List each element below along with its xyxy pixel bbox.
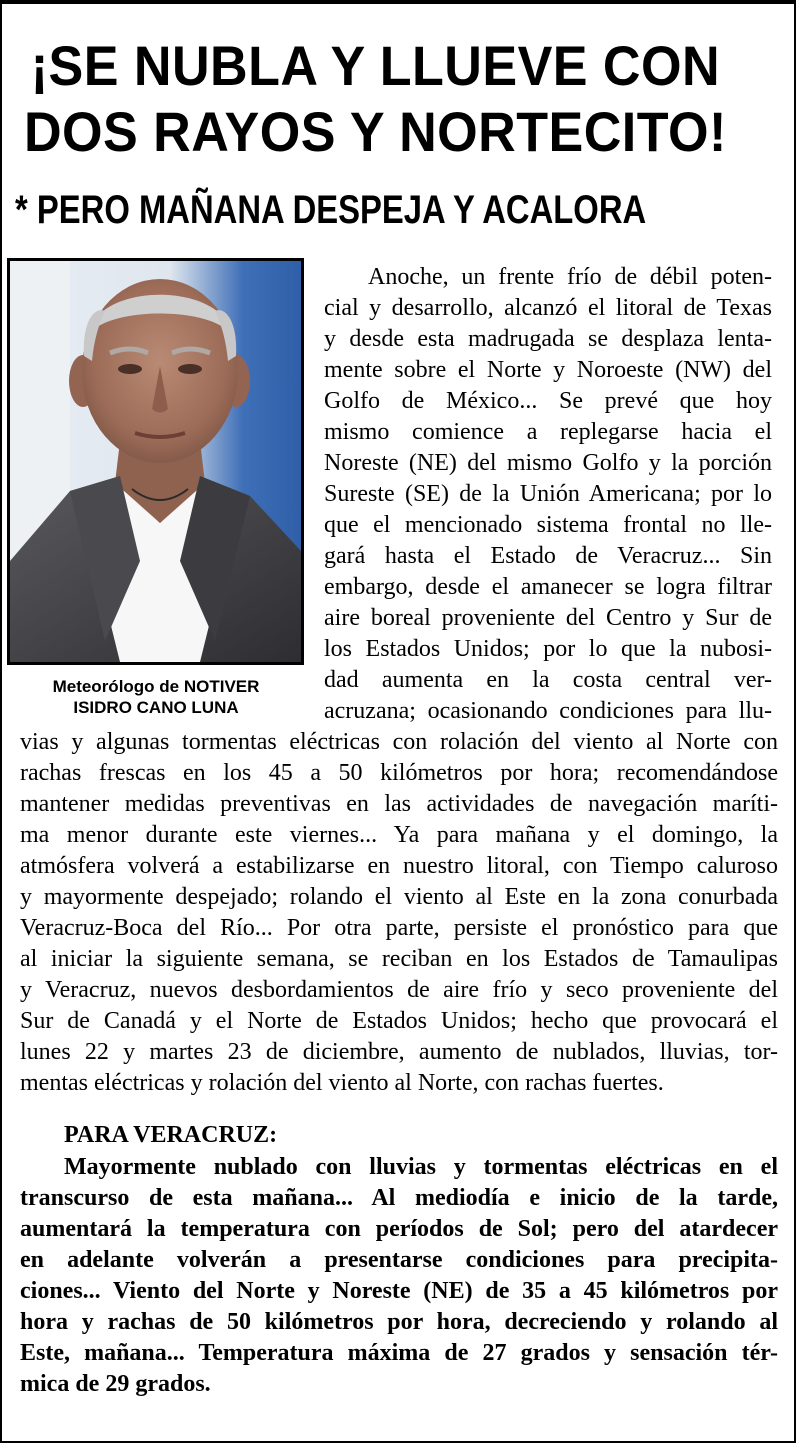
body-line: ma menor durante este viernes... Ya para mañana y el domingo, la — [20, 822, 778, 848]
body-line: Sureste (SE) de la Unión Americana; por lo — [324, 481, 772, 507]
body-line: aire boreal proveniente del Centro y Sur de — [324, 605, 772, 631]
forecast-line: en adelante volverán a presentarse condiciones para precipita- — [20, 1247, 778, 1273]
body-line: mantener medidas preventivas en las actividades de navegación maríti- — [20, 791, 778, 817]
body-line: que el mencionado sistema frontal no lle- — [324, 512, 772, 538]
body-line: y desde esta madrugada se desplaza lenta- — [324, 326, 772, 352]
body-line: rachas frescas en los 45 a 50 kilómetros por hora; recomendándose — [20, 760, 778, 786]
body-line: atmósfera volverá a estabilizarse en nuestro litoral, con Tiempo caluroso — [20, 853, 778, 879]
photo-caption — [8, 676, 304, 718]
body-line: Sur de Canadá y el Norte de Estados Unidos; hecho que provocará el — [20, 1008, 778, 1034]
forecast-line: aumentará la temperatura con períodos de Sol; pero del atardecer — [20, 1216, 778, 1242]
subheadline: * PERO MAÑANA DESPEJA Y ACALORA — [15, 188, 647, 232]
body-line: Anoche, un frente frío de débil poten- — [368, 264, 772, 290]
forecast-line: ciones... Viento del Norte y Noreste (NE) de 35 a 45 kilómetros por — [20, 1278, 778, 1304]
forecast-line: Este, mañana... Temperatura máxima de 27 grados y sensación tér- — [20, 1340, 778, 1366]
body-line: y Veracruz, nuevos desbordamientos de aire frío y seco proveniente del — [20, 977, 778, 1003]
forecast-line: Mayormente nublado con lluvias y tormentas eléctricas en el — [64, 1154, 778, 1180]
body-line: Golfo de México... Se prevé que hoy — [324, 388, 772, 414]
headline-line-2: DOS RAYOS Y NORTECITO! — [23, 100, 727, 163]
forecast-line: transcurso de esta mañana... Al mediodía e inicio de la tarde, — [20, 1185, 778, 1211]
body-line: acruzana; ocasionando condiciones para llu- — [324, 698, 772, 724]
body-line: gará hasta el Estado de Veracruz... Sin — [324, 543, 772, 569]
body-line: y mayormente despejado; rolando el viento al Este en la zona conurbada — [20, 884, 778, 910]
headline-line-1: ¡SE NUBLA Y LLUEVE CON — [30, 34, 721, 97]
body-line: Noreste (NE) del mismo Golfo y la porción — [324, 450, 772, 476]
body-line: dad aumenta en la costa central ver- — [324, 667, 772, 693]
body-line: vias y algunas tormentas eléctricas con rolación del viento al Norte con — [20, 729, 778, 755]
photo-caption-line-2: ISIDRO CANO LUNA — [73, 698, 239, 717]
body-line: Veracruz-Boca del Río... Por otra parte, persiste el pronóstico para que — [20, 915, 778, 941]
photo-caption-line-1: Meteorólogo de NOTIVER — [52, 677, 260, 696]
forecast-line: hora y rachas de 50 kilómetros por hora, decreciendo y rolando al — [20, 1309, 778, 1335]
portrait-illustration — [10, 261, 301, 662]
body-line: mismo comience a replegarse hacia el — [324, 419, 772, 445]
portrait-photo — [7, 258, 304, 665]
body-line: los Estados Unidos; por lo que la nubosi- — [324, 636, 772, 662]
body-line: al iniciar la siguiente semana, se reciban en los Estados de Tamaulipas — [20, 946, 778, 972]
section-heading: PARA VERACRUZ: — [64, 1122, 278, 1148]
body-line: mentas eléctricas y rolación del viento al Norte, con rachas fuertes. — [20, 1070, 664, 1096]
forecast-line: mica de 29 grados. — [20, 1371, 211, 1397]
body-line: mente sobre el Norte y Noroeste (NW) del — [324, 357, 772, 383]
body-line: lunes 22 y martes 23 de diciembre, aumento de nublados, lluvias, tor- — [20, 1039, 778, 1065]
body-line: embargo, desde el amanecer se logra filtrar — [324, 574, 772, 600]
body-line: cial y desarrollo, alcanzó el litoral de Texas — [324, 295, 772, 321]
